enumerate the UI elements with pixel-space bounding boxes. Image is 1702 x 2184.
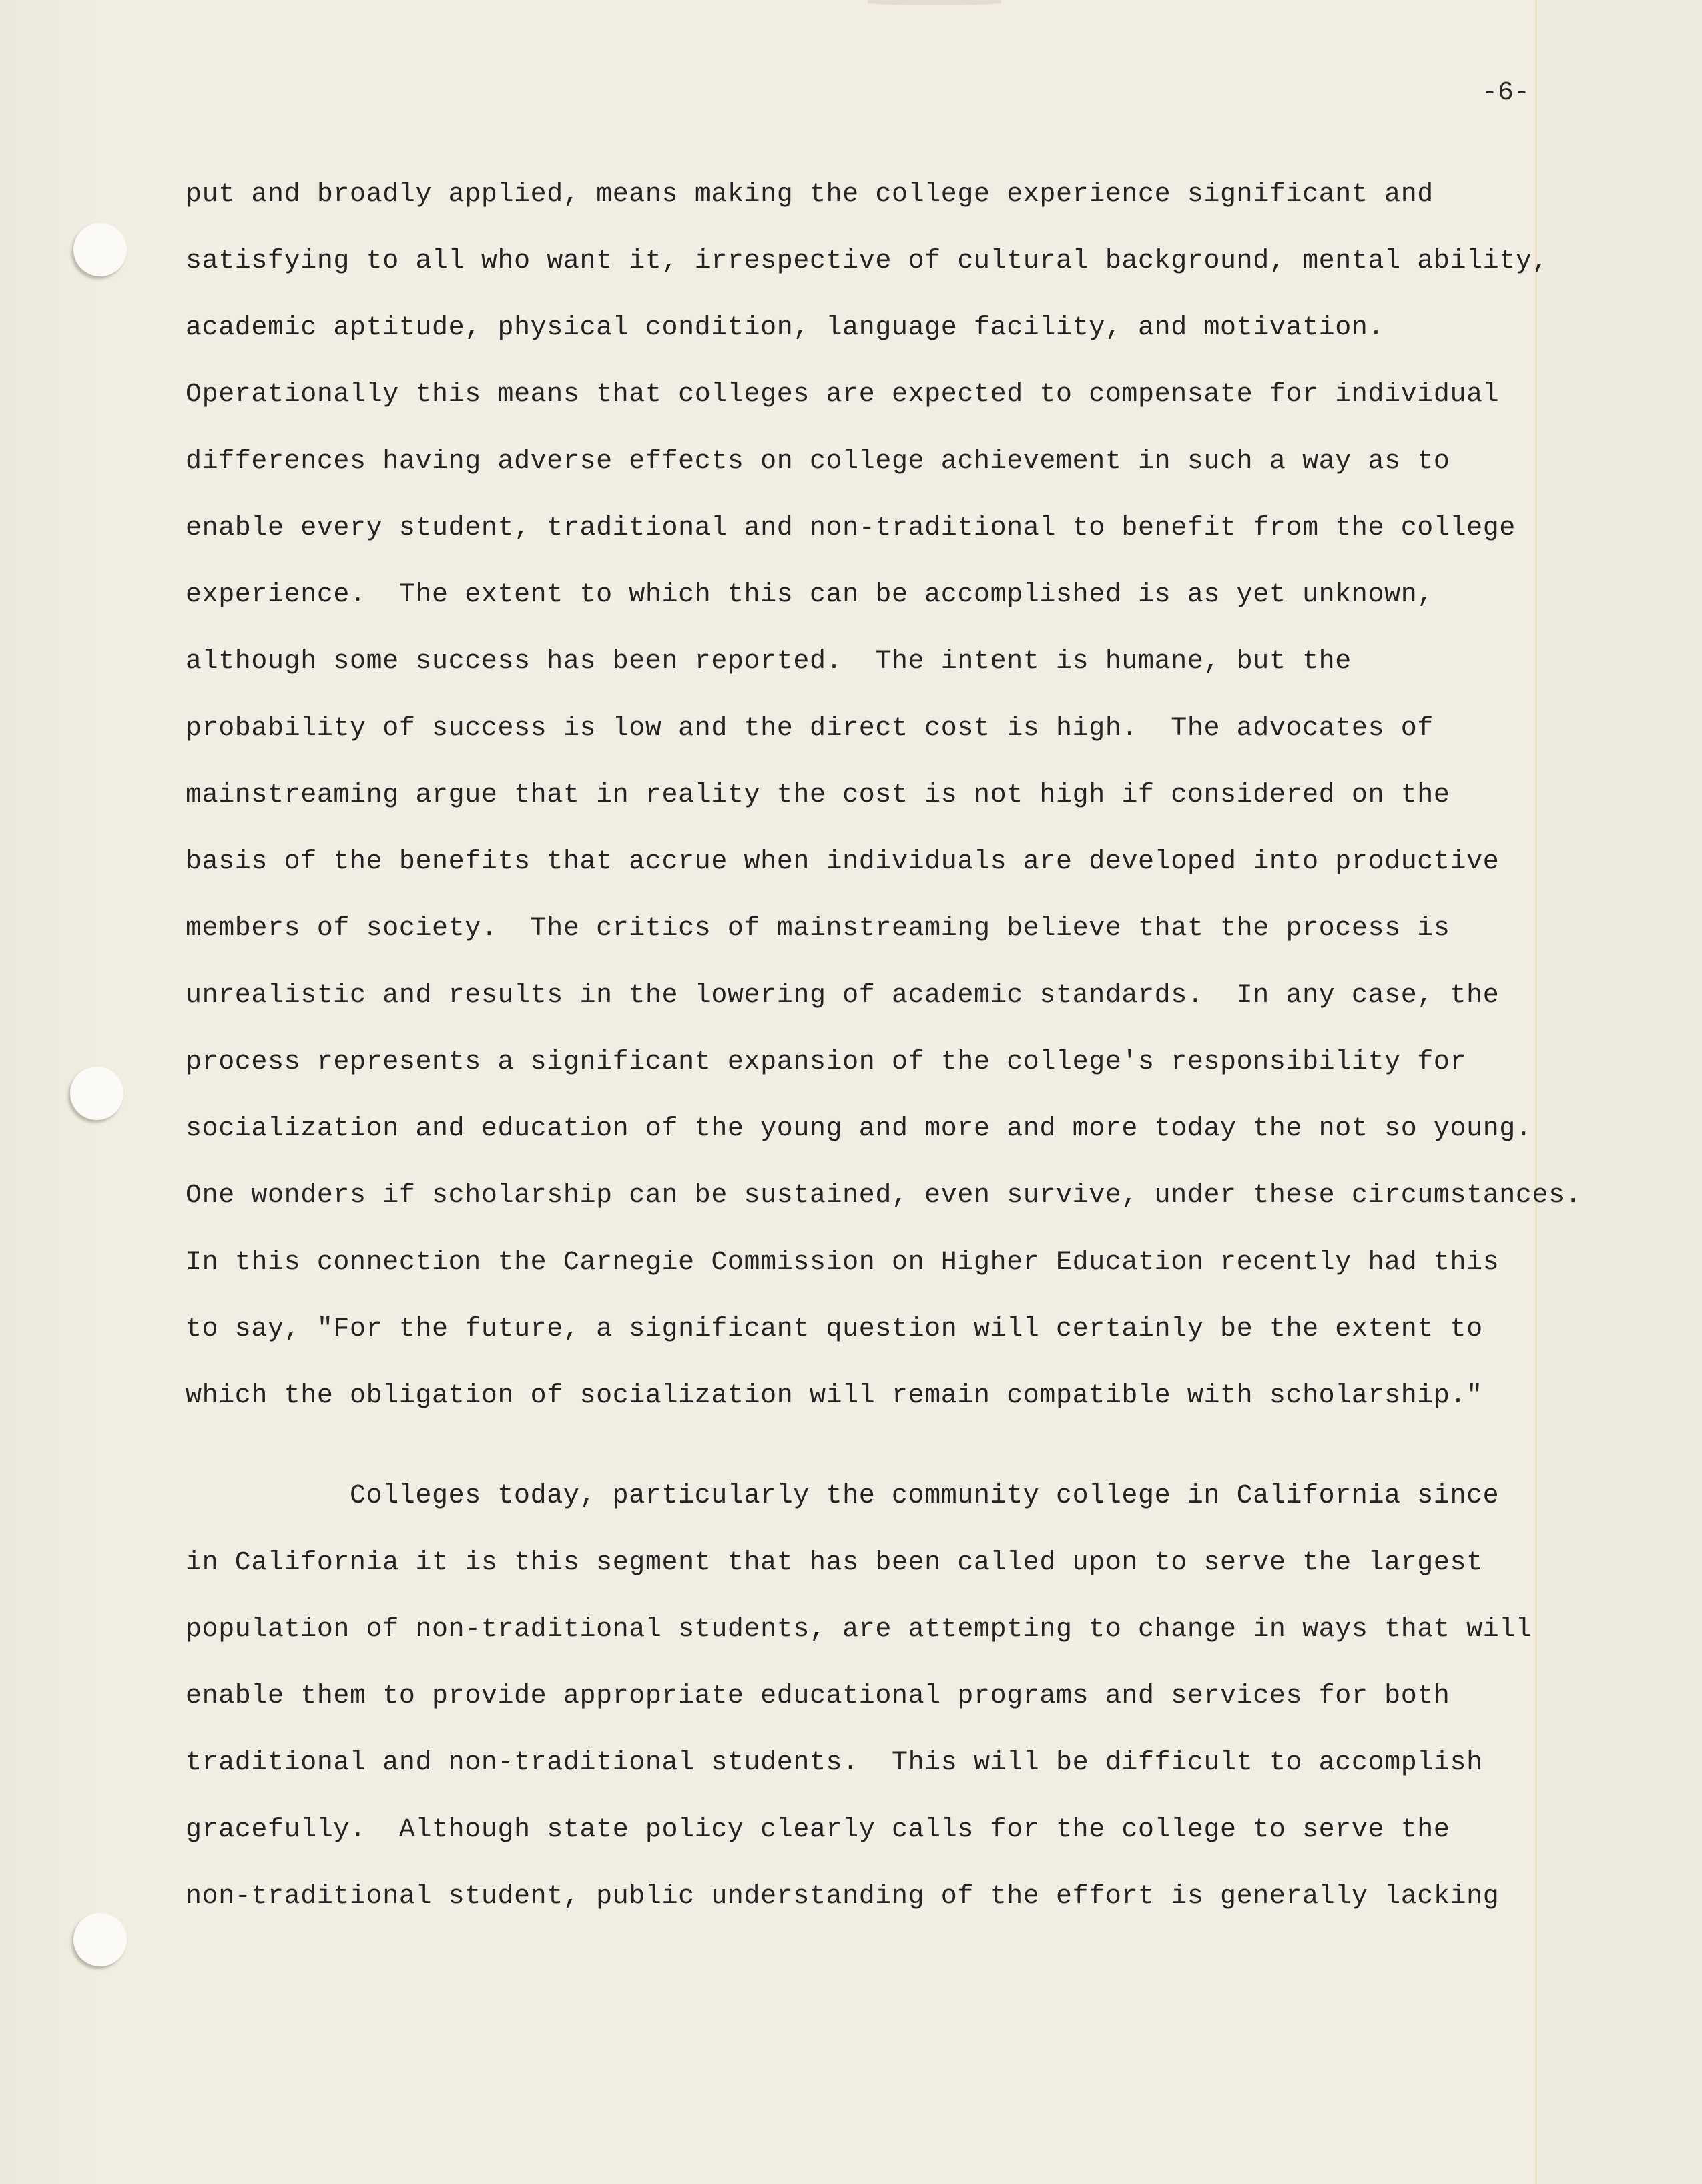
text-line: enable every student, traditional and non-traditional to benefit from the college [186, 513, 1516, 543]
text-line: In this connection the Carnegie Commission on Higher Education recently had this [186, 1248, 1500, 1278]
text-line: One wonders if scholarship can be sustained, even survive, under these circumstances. [186, 1181, 1582, 1211]
text-line: although some success has been reported. The intent is humane, but the [186, 647, 1352, 677]
page-number: -6- [1482, 78, 1530, 108]
paper-fold-edge [1535, 0, 1537, 2184]
punch-hole-bottom [73, 1913, 127, 1966]
text-line: traditional and non-traditional students. This will be difficult to accomplish [186, 1748, 1483, 1778]
text-line: experience. The extent to which this can be accomplished is as yet unknown, [186, 580, 1434, 610]
text-line: socialization and education of the young and more and more today the not so young. [186, 1114, 1532, 1144]
text-line: probability of success is low and the direct cost is high. The advocates of [186, 714, 1434, 744]
text-line: members of society. The critics of mainstreaming believe that the process is [186, 914, 1450, 944]
paper-right-strip [1537, 0, 1702, 2184]
text-line: which the obligation of socialization will remain compatible with scholarship." [186, 1381, 1483, 1411]
text-line: to say, "For the future, a significant question will certainly be the extent to [186, 1314, 1483, 1344]
text-line: Operationally this means that colleges are expected to compensate for individual [186, 380, 1500, 410]
text-line: differences having adverse effects on college achievement in such a way as to [186, 447, 1450, 477]
text-line: unrealistic and results in the lowering of academic standards. In any case, the [186, 981, 1500, 1011]
text-line: non-traditional student, public understanding of the effort is generally lacking [186, 1882, 1500, 1912]
text-line: put and broadly applied, means making the college experience significant and [186, 180, 1434, 210]
paper-top-mark [868, 0, 1001, 5]
punch-hole-top [73, 223, 127, 276]
text-line: satisfying to all who want it, irrespective of cultural background, mental ability, [186, 246, 1549, 276]
text-line: in California it is this segment that has been called upon to serve the largest [186, 1548, 1483, 1578]
text-line: gracefully. Although state policy clearly calls for the college to serve the [186, 1815, 1450, 1845]
text-line: process represents a significant expansion of the college's responsibility for [186, 1047, 1467, 1077]
punch-hole-middle [70, 1067, 123, 1120]
text-line: basis of the benefits that accrue when individuals are developed into productive [186, 847, 1500, 877]
text-line: mainstreaming argue that in reality the cost is not high if considered on the [186, 780, 1450, 810]
text-line: Colleges today, particularly the community college in California since [350, 1481, 1500, 1511]
text-line: enable them to provide appropriate educational programs and services for both [186, 1681, 1450, 1711]
text-line: population of non-traditional students, are attempting to change in ways that will [186, 1615, 1532, 1645]
text-line: academic aptitude, physical condition, language facility, and motivation. [186, 313, 1385, 343]
